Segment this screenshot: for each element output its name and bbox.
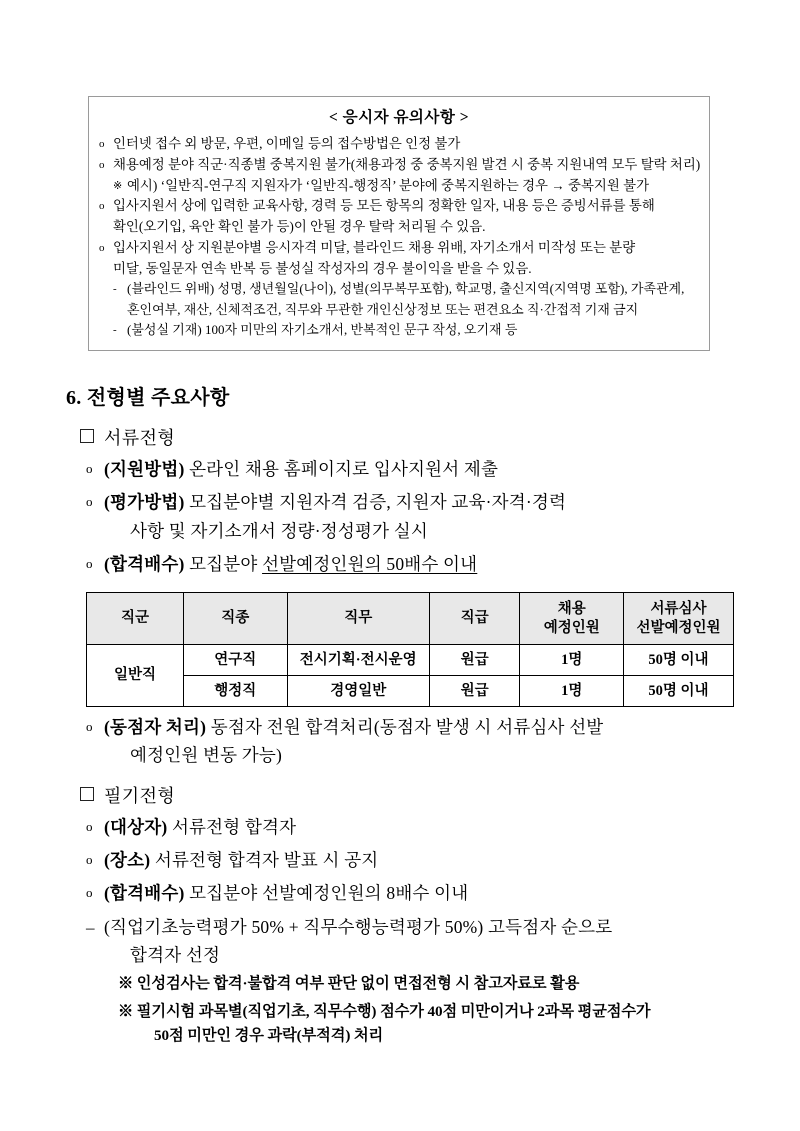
note-item bbox=[80, 1000, 740, 1049]
list-item bbox=[80, 488, 740, 545]
notice-subitem bbox=[99, 279, 699, 319]
section-heading: 6. 전형별 주요사항 bbox=[66, 387, 230, 409]
list-item bbox=[80, 879, 740, 907]
item-label: (평가방법) bbox=[104, 492, 185, 513]
item-label: (대상자) bbox=[104, 816, 168, 837]
notice-example bbox=[99, 176, 699, 197]
item-text: 모집분야별 지원자격 검증, 지원자 교육·자격·경력 bbox=[189, 492, 567, 513]
bullet-circle-icon: o bbox=[86, 851, 93, 867]
dash-icon: - bbox=[113, 323, 117, 336]
item-label: (장소) bbox=[104, 849, 151, 870]
item-label: (동점자 처리) bbox=[104, 716, 207, 737]
section-content bbox=[80, 418, 740, 1048]
item-text-underlined: 선발예정인원의 50배수 이내 bbox=[262, 554, 478, 575]
table-cell-group: 일반직 bbox=[87, 644, 184, 706]
notice-text-cont: 미달, 동일문자 연속 반복 등 불성실 작성자의 경우 불이익을 받을 수 있음. bbox=[113, 260, 532, 276]
header-text-line1: 서류심사 bbox=[650, 601, 707, 618]
list-item bbox=[80, 550, 740, 578]
checkbox-icon bbox=[80, 787, 94, 801]
item-text: 모집분야 선발예정인원의 8배수 이내 bbox=[189, 883, 469, 904]
table-header-cell bbox=[184, 593, 288, 644]
note-text: 인성검사는 합격·불합격 여부 판단 없이 면접전형 시 참고자료로 활용 bbox=[136, 975, 580, 993]
item-text: 모집분야 bbox=[189, 554, 263, 575]
header-text-line2: 예정인원 bbox=[543, 619, 600, 636]
item-text: 동점자 전원 합격처리(동점자 발생 시 서류심사 선발 bbox=[210, 716, 604, 737]
header-text: 직무 bbox=[344, 610, 373, 627]
bullet-circle-icon: o bbox=[99, 138, 105, 150]
notice-item bbox=[99, 155, 699, 176]
item-text: 서류전형 합격자 발표 시 공지 bbox=[154, 849, 379, 870]
reference-mark-icon: ※ bbox=[113, 179, 123, 192]
table-cell-hire-count: 1명 bbox=[520, 644, 624, 675]
note-text: 필기시험 과목별(직업기초, 직무수행) 점수가 40점 미만이거나 2과목 평균점수가 bbox=[136, 1002, 651, 1020]
header-text: 직종 bbox=[221, 610, 250, 627]
item-text-cont: 합격자 선정 bbox=[130, 945, 221, 966]
bullet-circle-icon: o bbox=[99, 200, 105, 213]
bullet-circle-icon: o bbox=[86, 556, 93, 572]
item-text-cont: 예정인원 변동 가능) bbox=[130, 745, 283, 766]
notice-item bbox=[99, 238, 699, 280]
table-cell-hire-count: 1명 bbox=[520, 675, 624, 706]
subsection-written-screening bbox=[80, 782, 740, 808]
note-text-cont: 50점 미만인 경우 과락(부적격) 처리 bbox=[154, 1027, 384, 1045]
bullet-circle-icon: o bbox=[99, 241, 105, 254]
dash-icon: - bbox=[113, 283, 117, 296]
table-row bbox=[87, 644, 734, 675]
table-header-cell bbox=[520, 593, 624, 644]
table-header-cell bbox=[87, 593, 184, 644]
table-header-cell bbox=[287, 593, 429, 644]
list-item bbox=[80, 846, 740, 874]
list-item bbox=[80, 455, 740, 483]
notice-text: 입사지원서 상에 입력한 교육사항, 경력 등 모든 항목의 정확한 일자, 내용 등은 증빙서류를 통해 bbox=[113, 198, 655, 214]
reference-mark-icon: ※ bbox=[118, 1002, 134, 1020]
table-cell-doc-pass-count: 50명 이내 bbox=[623, 675, 733, 706]
notice-item bbox=[99, 196, 699, 238]
item-text: (직업기초능력평가 50% + 직무수행능력평가 50%) 고득점자 순으로 bbox=[104, 916, 613, 937]
table-cell-duty: 경영일반 bbox=[287, 675, 429, 706]
item-text: 온라인 채용 홈페이지로 입사지원서 제출 bbox=[189, 459, 499, 479]
item-label: (합격배수) bbox=[104, 554, 185, 575]
subsection-label: 서류전형 bbox=[104, 428, 176, 448]
bullet-circle-icon: o bbox=[86, 718, 93, 734]
header-text: 직군 bbox=[121, 610, 150, 627]
header-text: 직급 bbox=[460, 610, 489, 627]
header-text-line1: 채용 bbox=[557, 601, 586, 618]
notice-text: 예시) ‘일반직-연구직 지원자가 ‘일반직-행정직’ 분야에 중복지원하는 경우 → 중복지원 불가 bbox=[127, 177, 650, 193]
notice-text: 채용예정 분야 직군·직종별 중복지원 불가(채용과정 중 중복지원 발견 시 중복 지원내역 모두 탈락 처리) bbox=[113, 156, 701, 172]
note-item bbox=[80, 972, 740, 996]
item-text-cont: 사항 및 자기소개서 정량·정성평가 실시 bbox=[130, 520, 429, 541]
bullet-circle-icon: o bbox=[86, 818, 93, 834]
table-cell-duty: 전시기획·전시운영 bbox=[287, 644, 429, 675]
header-text-line2: 선발예정인원 bbox=[636, 619, 721, 636]
notice-subitem bbox=[99, 320, 699, 340]
subsection-document-screening bbox=[80, 424, 740, 450]
notice-text-cont: 확인(오기입, 육안 확인 불가 등)이 안될 경우 탈락 처리될 수 있음. bbox=[113, 219, 486, 235]
table-header-cell bbox=[429, 593, 520, 644]
notice-text-cont: 혼인여부, 재산, 신체적조건, 직무와 무관한 개인신상정보 또는 편견요소 직·간접적 기재 금지 bbox=[127, 301, 639, 317]
item-label: (지원방법) bbox=[104, 459, 185, 479]
table-header-cell bbox=[623, 593, 733, 644]
list-item bbox=[80, 813, 740, 841]
bullet-circle-icon: o bbox=[99, 158, 105, 171]
subsection-label: 필기전형 bbox=[104, 785, 176, 806]
bullet-circle-icon: o bbox=[86, 494, 93, 510]
list-item bbox=[80, 713, 740, 770]
table-cell-doc-pass-count: 50명 이내 bbox=[623, 644, 733, 675]
table-row bbox=[87, 675, 734, 706]
table-cell-job-type: 연구직 bbox=[184, 644, 288, 675]
table-cell-job-type: 행정직 bbox=[184, 675, 288, 706]
item-text: 서류전형 합격자 bbox=[171, 816, 297, 837]
recruit-table bbox=[86, 592, 734, 707]
item-label: (합격배수) bbox=[104, 883, 185, 904]
notice-item bbox=[99, 134, 699, 155]
table-cell-grade: 원급 bbox=[429, 644, 520, 675]
recruit-table-wrapper bbox=[86, 592, 734, 707]
list-item bbox=[80, 913, 740, 970]
bullet-circle-icon: o bbox=[86, 461, 93, 476]
notice-title: < 응시자 유의사항 > bbox=[328, 109, 470, 126]
notice-text: (불성실 기재) 100자 미만의 자기소개서, 반복적인 문구 작성, 오기재 등 bbox=[127, 321, 518, 337]
dash-icon: – bbox=[86, 917, 95, 937]
notice-text: 입사지원서 상 지원분야별 응시자격 미달, 블라인드 채용 위배, 자기소개서 미작성 또는 분량 bbox=[113, 239, 636, 255]
notice-text: 인터넷 접수 외 방문, 우편, 이메일 등의 접수방법은 인정 불가 bbox=[113, 136, 461, 151]
bullet-circle-icon: o bbox=[86, 885, 93, 901]
table-header-row bbox=[87, 593, 734, 644]
reference-mark-icon: ※ bbox=[118, 975, 134, 993]
checkbox-icon bbox=[80, 429, 94, 443]
notice-text: (블라인드 위배) 성명, 생년월일(나이), 성별(의무복무포함), 학교명, 출신지역(지역명 포함), 가족관계, bbox=[127, 281, 685, 297]
applicant-notice-box bbox=[88, 96, 710, 351]
table-cell-grade: 원급 bbox=[429, 675, 520, 706]
